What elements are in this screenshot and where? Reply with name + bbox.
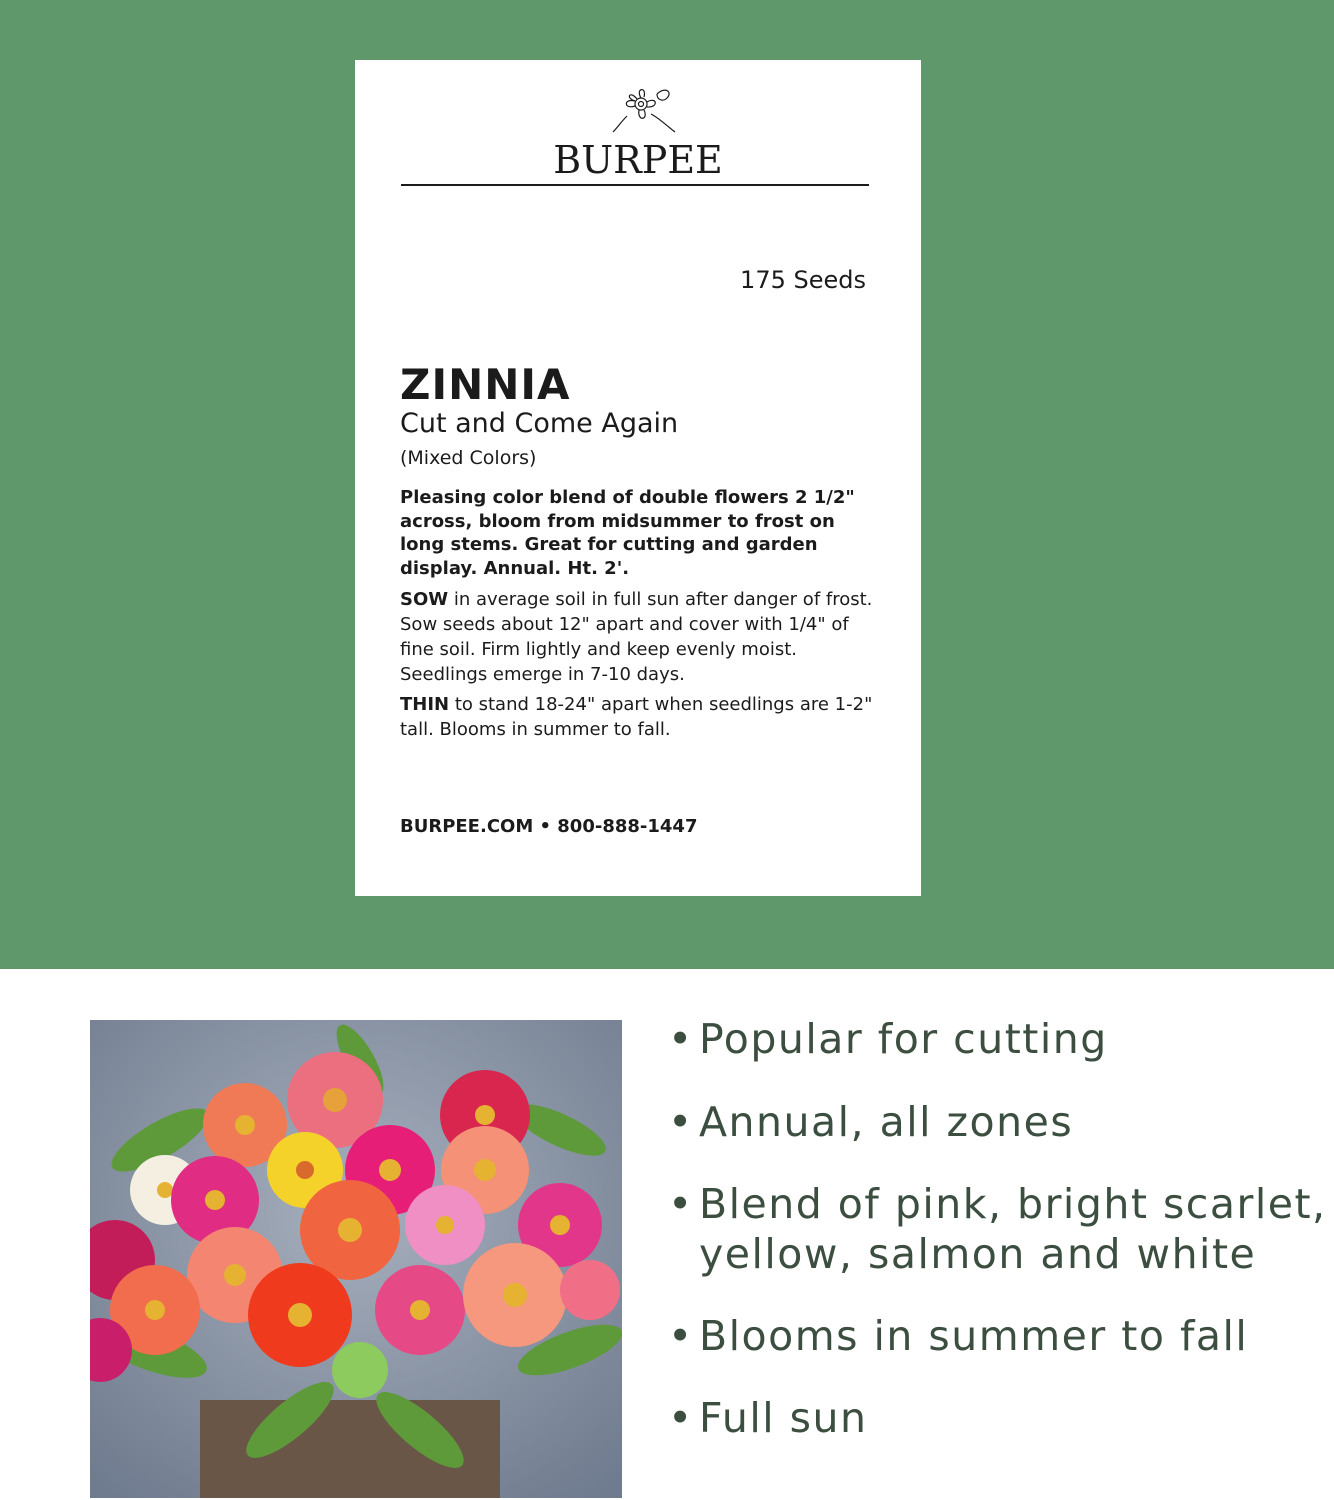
bullet-icon: • <box>668 1312 694 1360</box>
description: Pleasing color blend of double flowers 2 1/2" across, bloom from midsummer to frost on long stems. Great for cutting and garden display. Annual. Ht. 2'. <box>400 487 855 579</box>
feature-item: • Blend of pink, bright scarlet, yellow, salmon and white <box>668 1180 1327 1278</box>
feature-item: • Blooms in summer to fall <box>668 1312 1249 1360</box>
contact-info: BURPEE.COM • 800-888-1447 <box>400 816 698 837</box>
seed-packet <box>355 60 921 896</box>
feature-item: • Popular for cutting <box>668 1015 1108 1063</box>
brand-logo <box>355 138 921 182</box>
feature-item: • Annual, all zones <box>668 1098 1074 1146</box>
sow-text: in average soil in full sun after danger of frost. Sow seeds about 12" apart and cover with 1/4" of fine soil. Firm lightly and keep evenly moist. Seedlings emerge in 7-10 days. <box>400 589 873 685</box>
thin-instructions <box>400 692 880 742</box>
sow-label: SOW <box>400 589 449 610</box>
variety-name: Cut and Come Again <box>400 408 679 439</box>
sow-instructions <box>400 587 880 687</box>
brand-wordmark: BURPEE <box>553 138 723 182</box>
bullet-icon: • <box>668 1098 694 1146</box>
thin-text: to stand 18-24" apart when seedlings are 1-2" tall. Blooms in summer to fall. <box>400 694 873 740</box>
feature-item: • Full sun <box>668 1394 868 1442</box>
seed-count: 175 Seeds <box>740 266 866 294</box>
color-note: (Mixed Colors) <box>400 447 537 469</box>
flower-logo-icon <box>611 82 683 134</box>
thin-label: THIN <box>400 694 450 715</box>
header-divider <box>401 184 869 186</box>
plant-name: ZINNIA <box>400 360 571 409</box>
feature-list <box>668 1014 1328 1443</box>
bullet-icon: • <box>668 1394 694 1442</box>
zinnia-bouquet-photo <box>90 1020 622 1498</box>
bullet-icon: • <box>668 1015 694 1063</box>
bullet-icon: • <box>668 1180 694 1228</box>
